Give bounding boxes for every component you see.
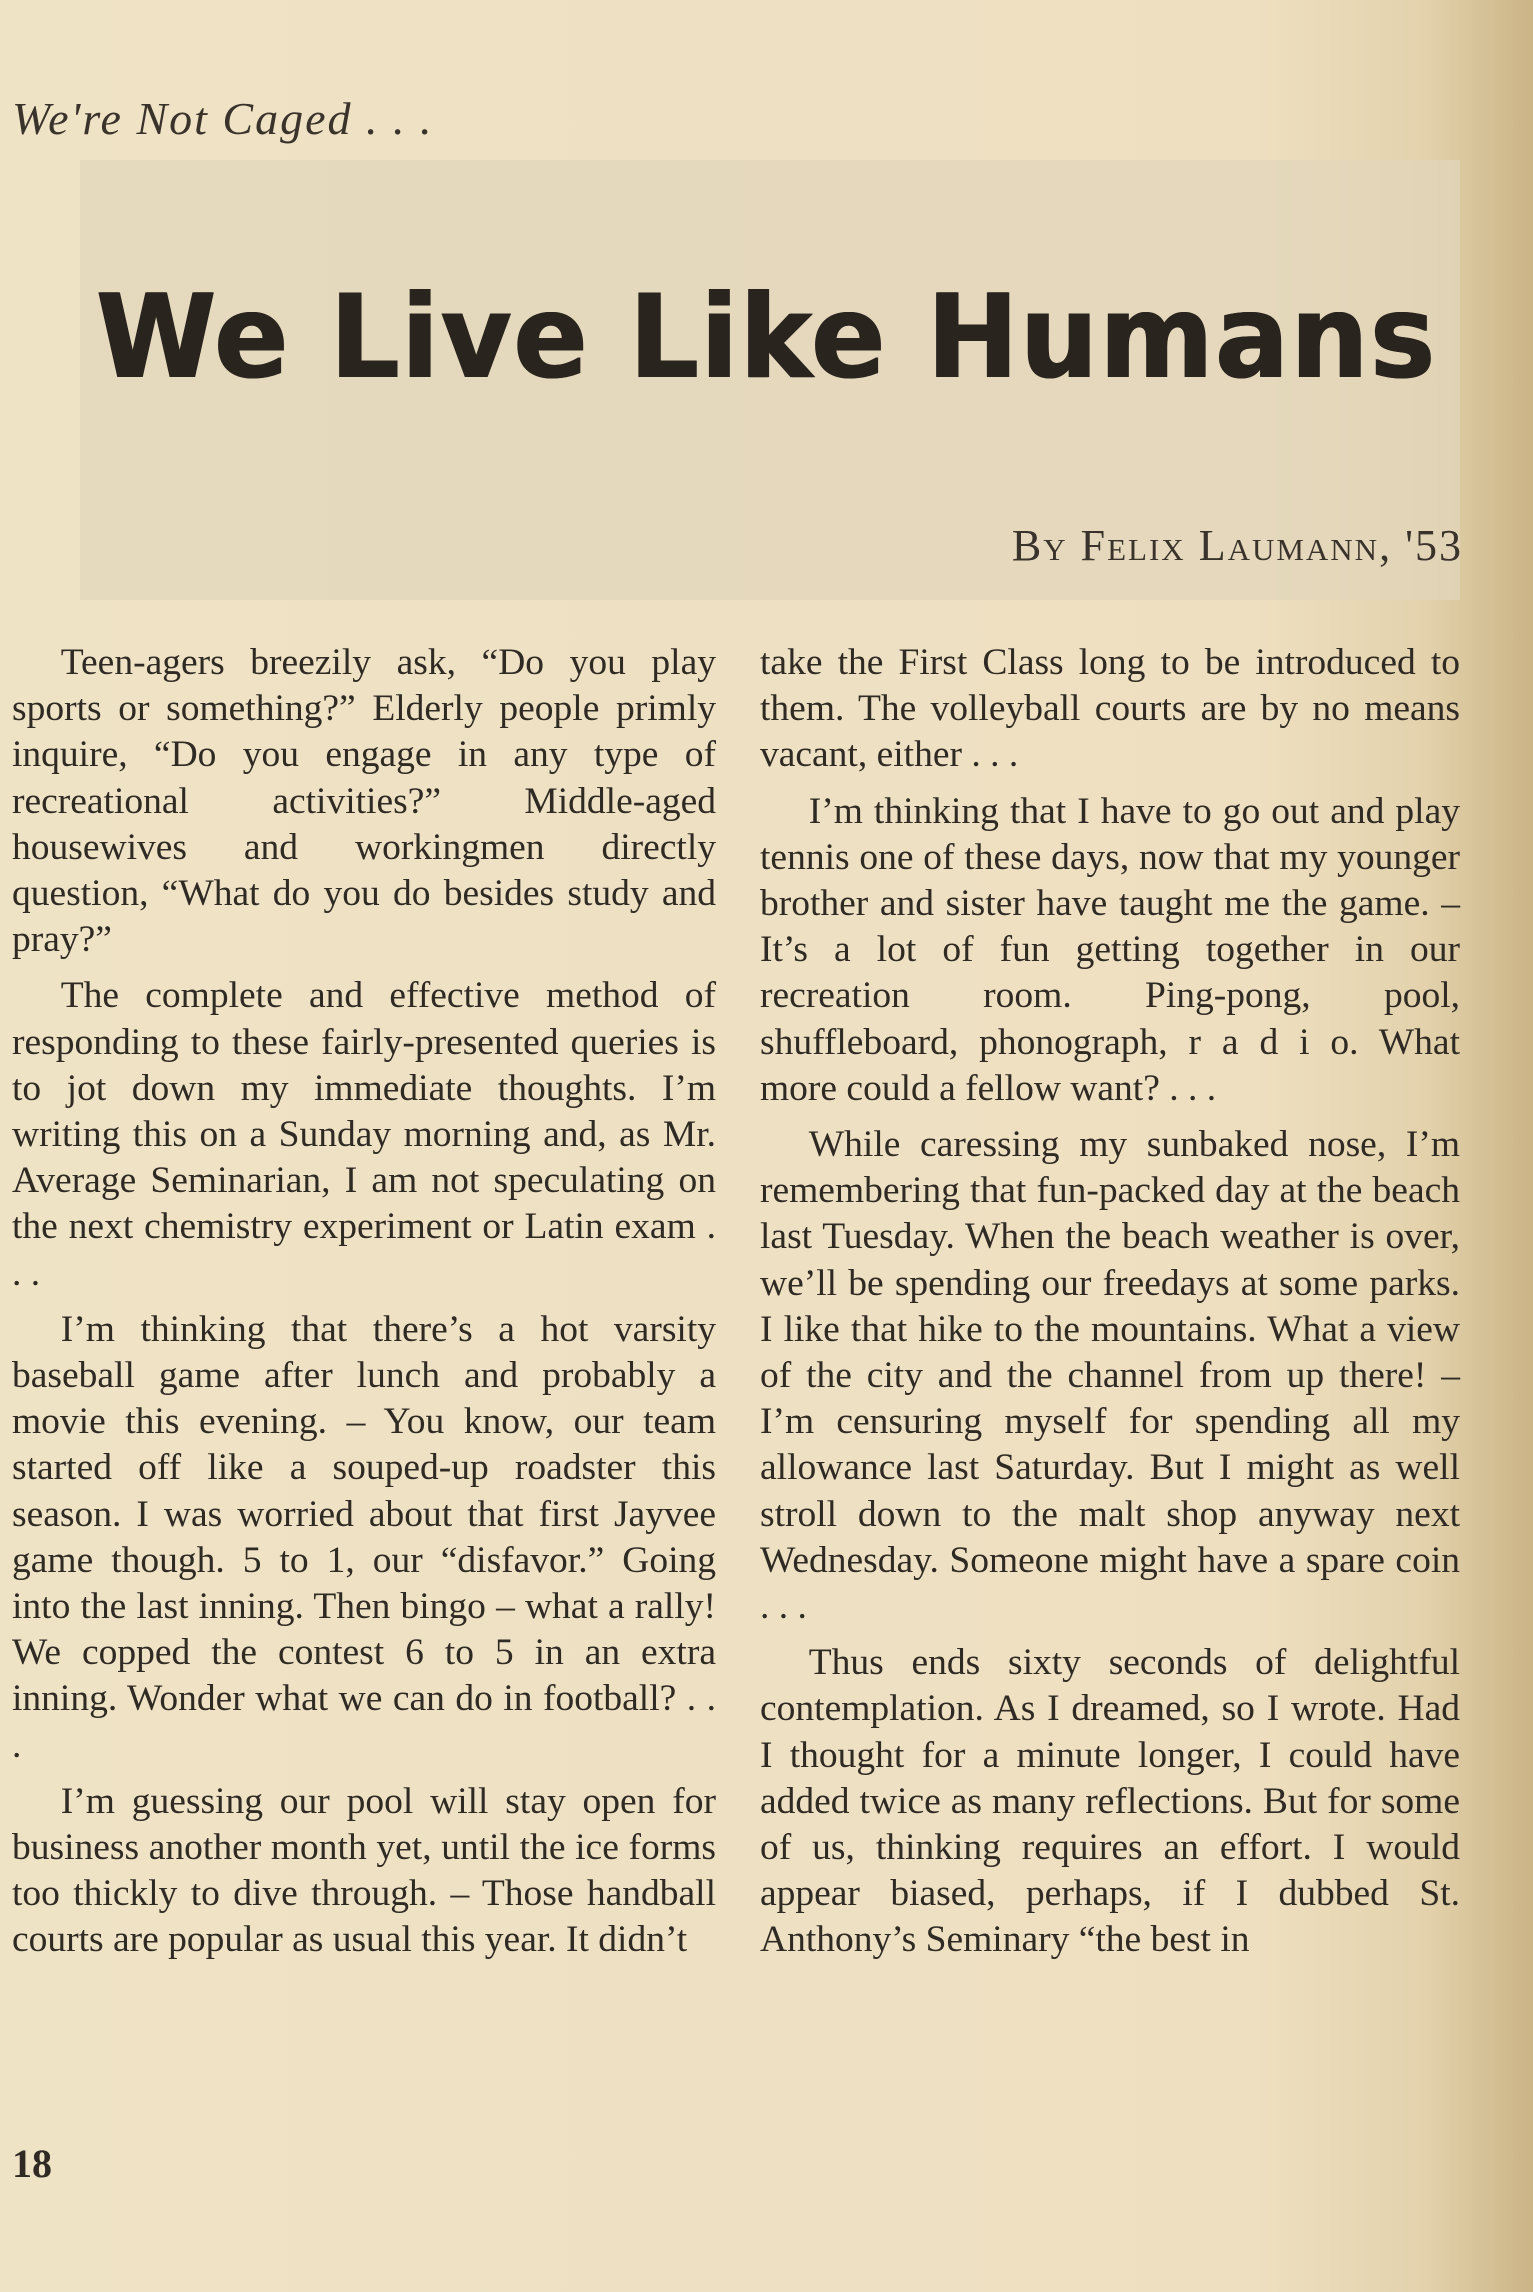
page-number: 18 bbox=[12, 2141, 52, 2186]
right-paragraph-2: I’m thinking that I have to go out and play tennis one of these days, now that my younger brother and sister have taught me the game. – It’s a lot of fun getting together in our recreation room. Ping-pong, pool, shuffleboard, phonograph, r a d i o. What more could a fellow want? . . . bbox=[760, 790, 1460, 1109]
right-column bbox=[760, 640, 1460, 1964]
byline: By Felix Laumann, '53 bbox=[1011, 521, 1463, 570]
article-title: We Live Like Humans bbox=[96, 270, 1437, 405]
right-paragraph-4: Thus ends sixty seconds of delightful contemplation. As I dreamed, so I wrote. Had I thought for a minute longer, I could have added twice as many reflections. But for some of us, thinking requires an effort. I would appear biased, perhaps, if I dubbed St. Anthony’s Seminary “the best in bbox=[760, 1642, 1460, 1961]
left-paragraph-4: I’m guessing our pool will stay open for business another month yet, until the ice forms too thickly to dive through. – Those handball courts are popular as usual this year. It didn’t bbox=[12, 1780, 716, 1961]
left-paragraph-3: I’m thinking that there’s a hot varsity baseball game after lunch and probably a movie this evening. – You know, our team started off like a souped-up roadster this season. I was worried about that first Jayvee game though. 5 to 1, our “disfavor.” Going into the last inning. Then bingo – what a rally! We copped the contest 6 to 5 in an extra inning. Wonder what we can do in football? . . . bbox=[12, 1308, 716, 1766]
left-paragraph-1: Teen-agers breezily ask, “Do you play sports or something?” Elderly people primly inquire, “Do you engage in any type of recreational activities?” Middle-aged housewives and workingmen directly question, “What do you do besides study and pray?” bbox=[12, 642, 716, 961]
running-head: We're Not Caged . . . bbox=[12, 93, 434, 144]
left-paragraph-2: The complete and effective method of responding to these fairly-presented queries is to jot down my immediate thoughts. I’m writing this on a Sunday morning and, as Mr. Average Seminarian, I am not speculating on the next chemistry experiment or Latin exam . . . bbox=[12, 975, 716, 1294]
right-paragraph-1: take the First Class long to be introduced to them. The volleyball courts are by no means vacant, either . . . bbox=[760, 642, 1460, 776]
right-paragraph-3: While caressing my sunbaked nose, I’m remembering that fun-packed day at the beach last Tuesday. When the beach weather is over, we’ll be spending our freedays at some parks. I like that hike to the mountains. What a view of the city and the channel from up there! – I’m censuring myself for spending all my allowance last Saturday. But I might as well stroll down to the malt shop anyway next Wednesday. Someone might have a spare coin . . . bbox=[760, 1124, 1460, 1628]
left-column bbox=[12, 640, 716, 1964]
